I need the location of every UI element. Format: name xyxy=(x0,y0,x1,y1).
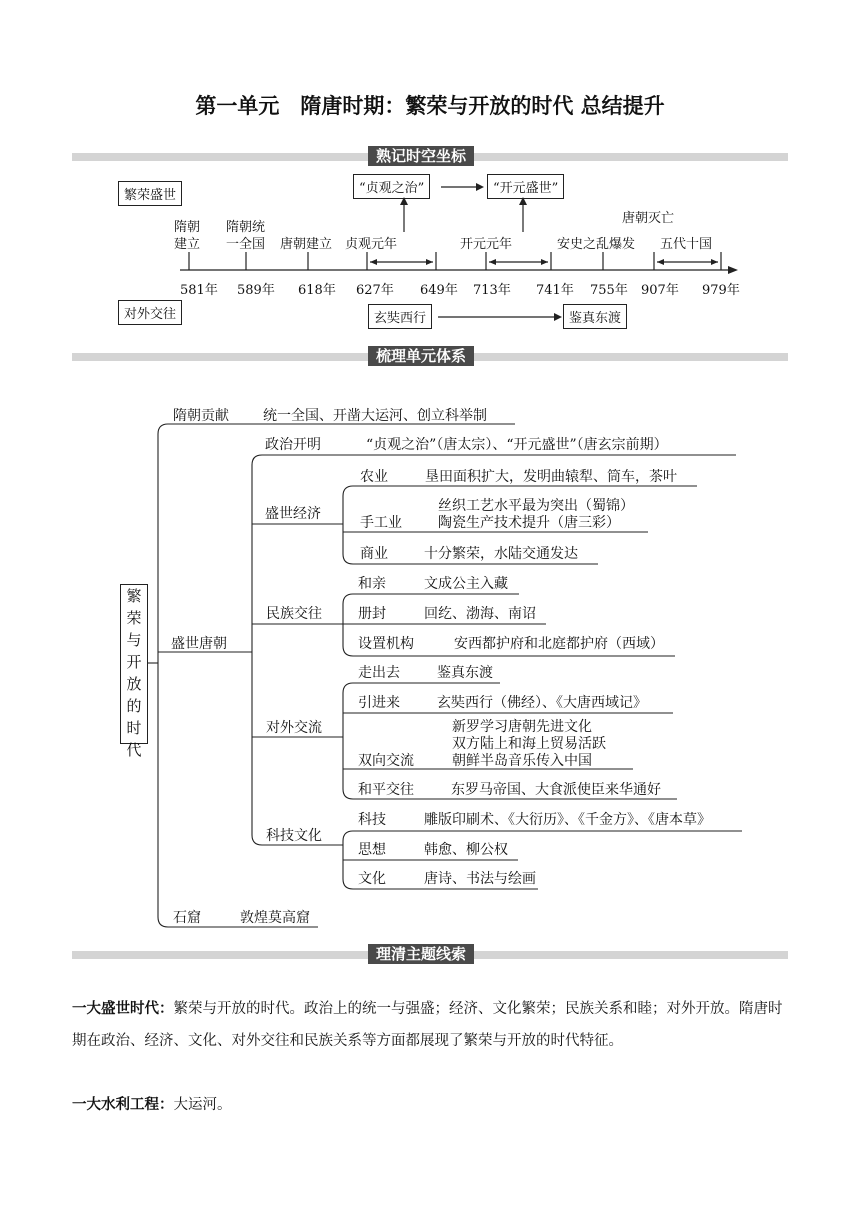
section-label-theme: 理清主题线索 xyxy=(368,944,474,964)
section-label-system: 梳理单元体系 xyxy=(368,346,474,366)
node-peace: 和平交往 xyxy=(358,782,414,798)
event-anshi-rebellion: 安史之乱爆发 xyxy=(557,237,636,252)
node-go-out: 走出去 xyxy=(358,665,400,681)
node-commerce-desc: 十分繁荣，水陆交通发达 xyxy=(424,546,578,562)
node-culture: 文化 xyxy=(358,871,386,887)
node-politics-desc: “贞观之治”（唐太宗）、“开元盛世”（唐玄宗前期） xyxy=(366,437,668,453)
node-commerce: 商业 xyxy=(360,546,388,562)
node-mutual-desc-1: 新罗学习唐朝先进文化 xyxy=(452,719,592,735)
node-thought-desc: 韩愈、柳公权 xyxy=(424,842,508,858)
year-label: 741年 xyxy=(536,283,574,298)
box-zhenguan: “贞观之治” xyxy=(353,174,430,199)
node-bring-in: 引进来 xyxy=(358,695,400,711)
event-kaiyuan-first-year: 开元元年 xyxy=(460,237,513,252)
node-agriculture: 农业 xyxy=(360,469,388,485)
event-sui-unify-line2: 一全国 xyxy=(226,237,266,252)
year-label: 713年 xyxy=(473,283,511,298)
node-mutual-exchange: 双向交流 xyxy=(358,753,414,769)
box-foreign-relations: 对外交往 xyxy=(118,300,182,325)
node-mutual-desc-3: 朝鲜半岛音乐传入中国 xyxy=(452,753,592,769)
event-sui-unify-line1: 隋朝统 xyxy=(226,220,266,235)
node-cefeng: 册封 xyxy=(358,606,386,622)
page-title: 第一单元 隋唐时期：繁荣与开放的时代 总结提升 xyxy=(195,94,665,118)
node-sui-contribution: 隋朝贡献 xyxy=(173,408,229,424)
node-exchange: 对外交流 xyxy=(266,720,322,736)
theme-paragraph-1 xyxy=(72,993,788,1057)
node-go-out-desc: 鉴真东渡 xyxy=(437,665,493,681)
node-handicraft-desc-2: 陶瓷生产技术提升（唐三彩） xyxy=(438,515,620,531)
node-science-culture: 科技文化 xyxy=(266,828,322,844)
year-label: 755年 xyxy=(590,283,628,298)
year-label: 581年 xyxy=(180,283,218,298)
event-sui-founded-line2: 建立 xyxy=(174,237,201,252)
theme-label-2: 一大水利工程： xyxy=(72,1097,174,1113)
node-sui-contribution-desc: 统一全国、开凿大运河、创立科举制 xyxy=(263,408,487,424)
node-institution: 设置机构 xyxy=(358,636,414,652)
node-handicraft-desc-1: 丝织工艺水平最为突出（蜀锦） xyxy=(438,498,634,514)
node-institution-desc: 安西都护府和北庭都护府（西域） xyxy=(454,636,664,652)
node-politics: 政治开明 xyxy=(265,437,321,453)
section-label-timeline: 熟记时空坐标 xyxy=(368,146,474,166)
node-culture-desc: 唐诗、书法与绘画 xyxy=(424,871,536,887)
node-grotto-desc: 敦煌莫高窟 xyxy=(240,910,310,926)
node-peace-desc: 东罗马帝国、大食派使臣来华通好 xyxy=(451,782,661,798)
box-xuanzang: 玄奘西行 xyxy=(368,304,432,329)
node-technology-desc: 雕版印刷术、《大衍历》、《千金方》、《唐本草》 xyxy=(424,812,711,828)
box-prosperity: 繁荣盛世 xyxy=(118,181,182,206)
node-technology: 科技 xyxy=(358,812,386,828)
node-bring-in-desc: 玄奘西行（佛经）、《大唐西域记》 xyxy=(437,695,647,711)
box-kaiyuan: “开元盛世” xyxy=(487,174,564,199)
node-heqin-desc: 文成公主入藏 xyxy=(424,576,508,592)
theme-label-1: 一大盛世时代： xyxy=(72,1001,174,1017)
year-label: 589年 xyxy=(237,283,275,298)
node-agriculture-desc: 垦田面积扩大，发明曲辕犁、筒车，茶叶 xyxy=(425,469,677,485)
theme-paragraph-2 xyxy=(72,1089,788,1121)
node-cefeng-desc: 回纥、渤海、南诏 xyxy=(424,606,536,622)
year-label: 618年 xyxy=(298,283,336,298)
box-jianzhen: 鉴真东渡 xyxy=(563,304,627,329)
event-five-dynasties: 五代十国 xyxy=(660,237,713,252)
event-zhenguan-first-year: 贞观元年 xyxy=(345,237,398,252)
event-tang-fall: 唐朝灭亡 xyxy=(622,211,675,226)
node-tang: 盛世唐朝 xyxy=(171,636,227,652)
year-label: 627年 xyxy=(356,283,394,298)
node-grotto: 石窟 xyxy=(173,910,201,926)
theme-text-2: 大运河。 xyxy=(173,1097,232,1113)
year-label: 649年 xyxy=(420,283,458,298)
event-sui-founded-line1: 隋朝 xyxy=(174,220,201,235)
theme-text-1: 繁荣与开放的时代。政治上的统一与强盛；经济、文化繁荣；民族关系和睦；对外开放。隋唐时期在政治、经济、文化、对外交往和民族关系等方面都展现了繁荣与开放的时代特征。 xyxy=(72,1001,783,1049)
year-label: 979年 xyxy=(702,283,740,298)
year-label: 907年 xyxy=(641,283,679,298)
node-mutual-desc-2: 双方陆上和海上贸易活跃 xyxy=(452,736,606,752)
tree-root: 繁荣与开放的时代 xyxy=(120,584,148,744)
event-tang-founded: 唐朝建立 xyxy=(280,237,333,252)
node-thought: 思想 xyxy=(358,842,386,858)
node-ethnic: 民族交往 xyxy=(266,606,322,622)
node-heqin: 和亲 xyxy=(358,576,386,592)
node-economy: 盛世经济 xyxy=(265,506,321,522)
node-handicraft: 手工业 xyxy=(360,515,402,531)
